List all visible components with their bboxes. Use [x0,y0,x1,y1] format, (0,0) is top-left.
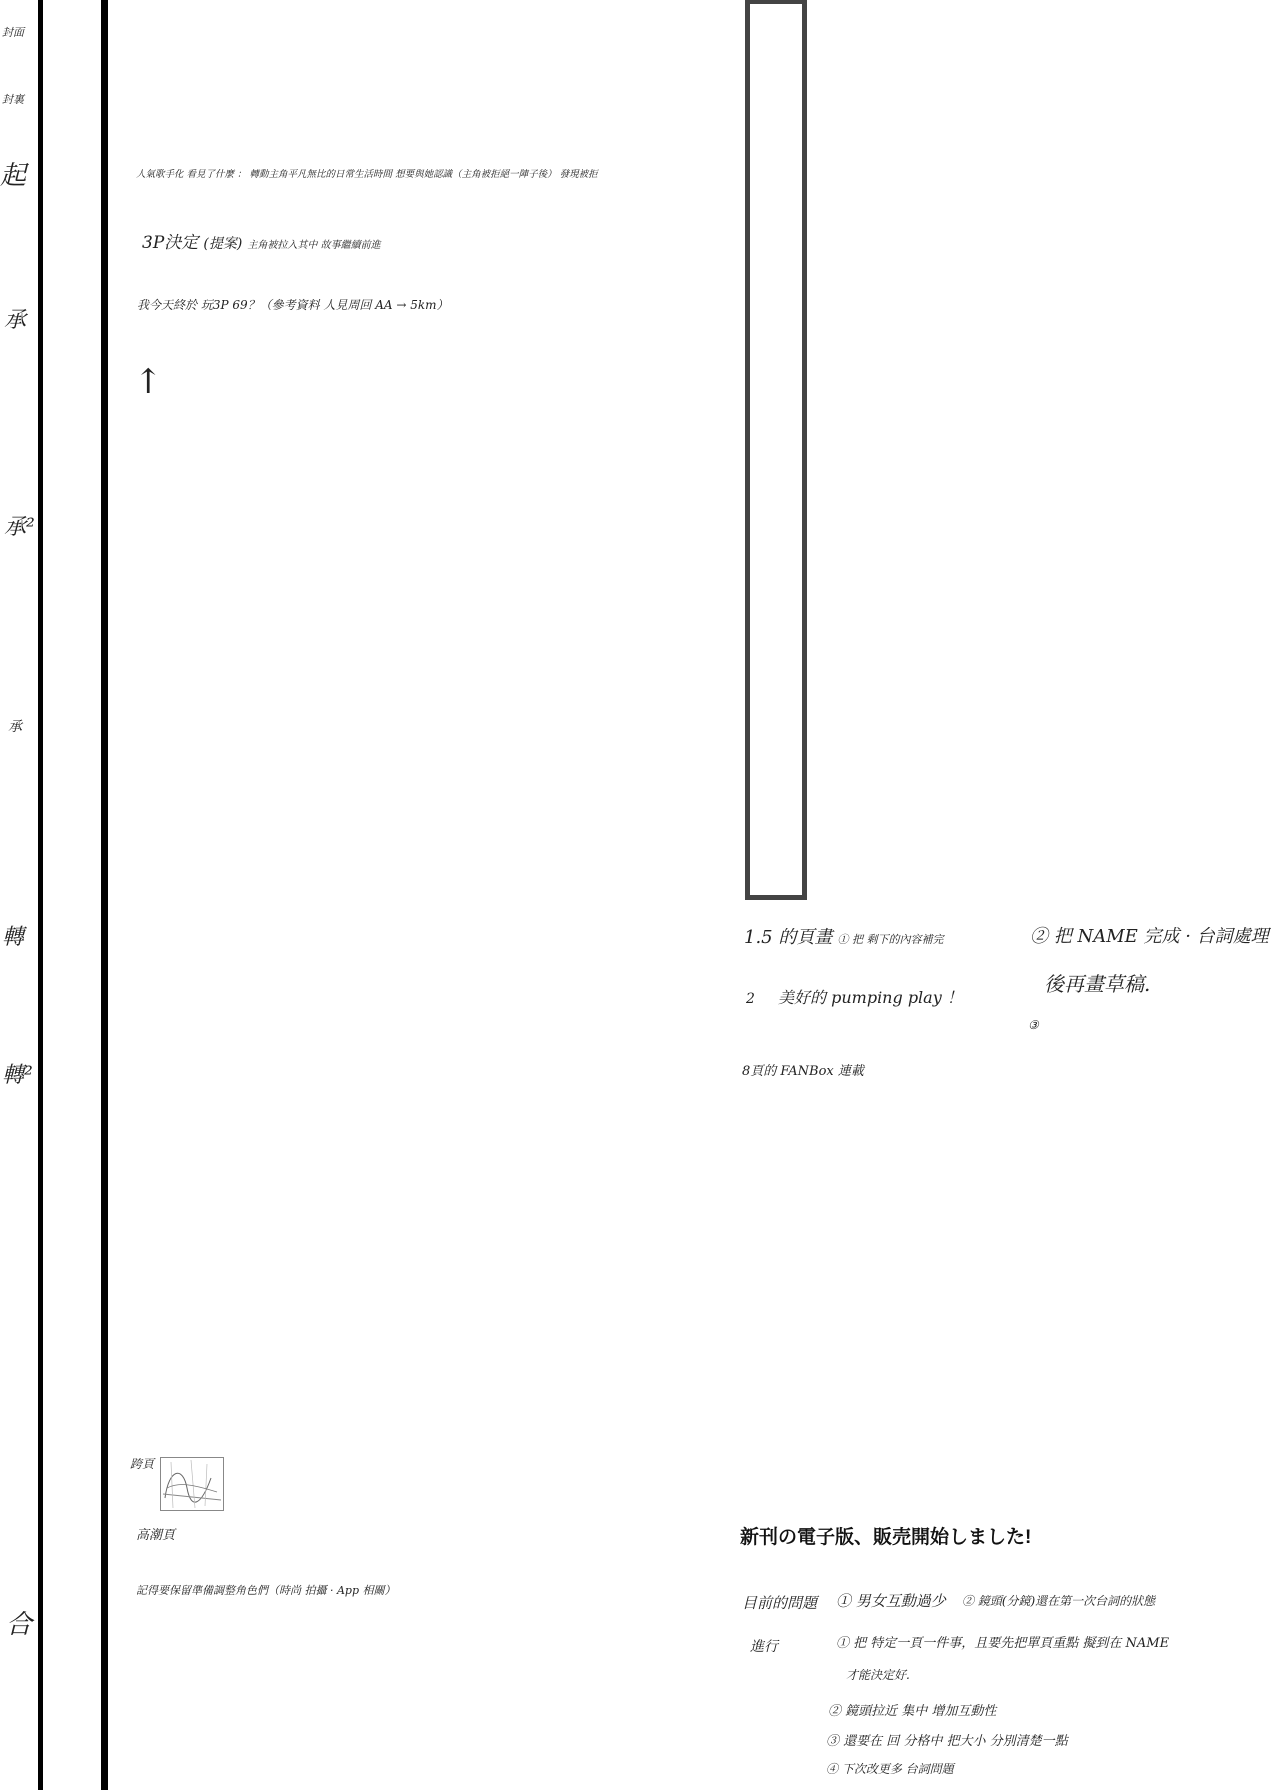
todo-item-2-num: 2 [746,991,755,1007]
problem-1: ① 男女互動過少 [836,1592,946,1610]
side-note-3: ③ [1028,1018,1039,1032]
progress-label: 進行 [750,1639,778,1655]
arrow-up-mark: ↑ [134,362,163,402]
margin-rule-thin [38,0,43,1790]
todo-item-2-text: 美好的 pumping play ！ [778,988,963,1007]
step-2: ② 鏡頭拉近 集中 增加互動性 [828,1704,997,1719]
section-label-go: 合 [6,1610,33,1640]
section-label-ki: 起 [0,161,27,191]
side-note-2: 後再畫草稿. [1044,972,1151,996]
note-3p-main: 3P決定 [142,233,199,253]
note-ki-line: 人氣歌手化 看見了什麼 ： 轉動主角平凡無比的日常生活時間 想要與她認識（主角被拒絕一陣子後） 發現被拒 [136,169,598,180]
todo-item-1-main: 1.5 的頁畫 [744,927,833,948]
step-4: ④ 下次改更多 台詞問題 [826,1762,954,1776]
note-3p-paren: (提案) [203,236,243,252]
todo-item-1-rest: ① 把 剩下的內容補完 [837,933,944,946]
section-label-ten-2: 轉² [2,1063,33,1088]
panel-frame [745,0,807,900]
spread-label: 跨頁 [130,1457,155,1471]
todo-item-2 [746,985,963,1008]
section-label-sho: 承 [4,308,27,333]
section-label-cover: 封面 [2,26,24,39]
note-3p-rest: 主角被拉入其中 故事繼續前進 [247,240,381,251]
sketch-thumbnail [160,1457,224,1511]
note-sho-line: 我今天終於 玩3P 69？（參考資料 人見周回 AA → 5km） [137,298,449,312]
todo-item-1 [744,923,943,949]
section-label-sho-2: 承² [4,515,35,540]
note-go-line: 記得要保留準備調整角色們（時尚 拍攝 · App 相關） [136,1584,396,1597]
problems-label: 目前的問題 [742,1594,818,1612]
step-1a: ① 把 特定一頁一件事，且要先把單頁重點 擬到在 NAME [836,1636,1170,1651]
release-headline: 新刊の電子版、販売開始しました! [740,1527,1032,1548]
sketch-drawing [161,1458,223,1510]
fanbox-note: 8頁的 FANBox 連載 [742,1064,864,1079]
note-3p-line [142,228,381,253]
section-label-inner-cover: 封裏 [2,93,24,106]
side-note-1: ② 把 NAME 完成 · 台詞處理 [1030,926,1269,947]
problem-2: ② 鏡頭(分鏡)還在第一次台詞的狀態 [962,1594,1156,1608]
margin-rule-thick [101,0,108,1790]
step-3: ③ 還要在 回 分格中 把大小 分別清楚一點 [826,1734,1068,1749]
section-label-ten: 轉 [2,925,25,950]
section-label-sho-3: 承 [8,719,22,735]
climax-page-label: 高潮頁 [136,1528,176,1543]
step-1b: 才能決定好. [846,1668,910,1682]
